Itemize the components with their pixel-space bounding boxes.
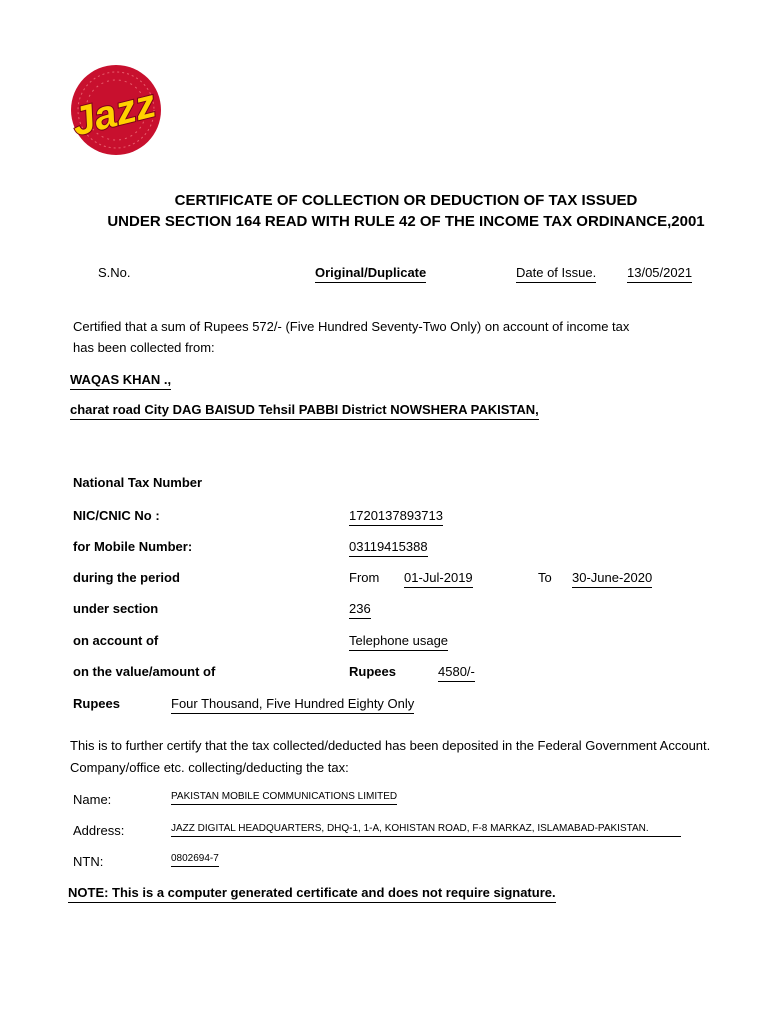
period-label: during the period	[73, 570, 180, 585]
company-address-value: JAZZ DIGITAL HEADQUARTERS, DHQ-1, 1-A, KOHISTAN ROAD, F-8 MARKAZ, ISLAMABAD-PAKISTAN.	[171, 823, 681, 837]
company-ntn-value: 0802694-7	[171, 853, 219, 867]
company-name-value: PAKISTAN MOBILE COMMUNICATIONS LIMITED	[171, 791, 397, 805]
rupees-words-value: Four Thousand, Five Hundred Eighty Only	[171, 696, 414, 714]
payer-address: charat road City DAG BAISUD Tehsil PABBI District NOWSHERA PAKISTAN,	[70, 402, 539, 420]
ntn-label: National Tax Number	[73, 475, 203, 490]
company-address-label: Address:	[73, 823, 125, 838]
to-value: 30-June-2020	[572, 570, 652, 588]
payer-name: WAQAS KHAN .,	[70, 372, 171, 390]
certificate-title-line2: UNDER SECTION 164 READ WITH RULE 42 OF THE INCOME TAX ORDINANCE,2001	[107, 213, 705, 230]
company-name-label: Name:	[73, 792, 112, 807]
section-value: 236	[349, 601, 371, 619]
account-value: Telephone usage	[349, 633, 448, 651]
from-label: From	[349, 570, 380, 585]
further-text-line1: This is to further certify that the tax collected/deducted has been deposited in the Federal Government Account.	[70, 738, 711, 753]
copy-type: Original/Duplicate	[315, 265, 426, 283]
cnic-value: 1720137893713	[349, 508, 443, 526]
section-label: under section	[73, 601, 159, 616]
logo-text: Jazz	[67, 81, 161, 145]
amount-label: on the value/amount of	[73, 664, 216, 679]
mobile-label: for Mobile Number:	[73, 539, 193, 554]
date-of-issue-label: Date of Issue.	[516, 265, 596, 283]
certificate-title-line1: CERTIFICATE OF COLLECTION OR DEDUCTION OF TAX ISSUED	[174, 192, 638, 209]
mobile-value: 03119415388	[349, 539, 428, 557]
from-value: 01-Jul-2019	[404, 570, 473, 588]
company-ntn-label: NTN:	[73, 854, 104, 869]
sno-label: S.No.	[98, 265, 131, 280]
account-label: on account of	[73, 633, 159, 648]
rupees-label: Rupees	[349, 664, 396, 679]
to-label: To	[538, 570, 552, 585]
signature-note: NOTE: This is a computer generated certificate and does not require signature.	[68, 885, 556, 903]
certified-text-line1: Certified that a sum of Rupees 572/- (Five Hundred Seventy-Two Only) on account of income tax	[73, 319, 630, 334]
date-of-issue-value: 13/05/2021	[627, 265, 692, 283]
jazz-logo	[58, 62, 170, 162]
amount-value: 4580/-	[438, 664, 475, 682]
certified-text-line2: has been collected from:	[73, 340, 215, 355]
cnic-label: NIC/CNIC No :	[73, 508, 160, 523]
rupees-words-label: Rupees	[73, 696, 120, 711]
further-text-line2: Company/office etc. collecting/deducting the tax:	[70, 760, 349, 775]
